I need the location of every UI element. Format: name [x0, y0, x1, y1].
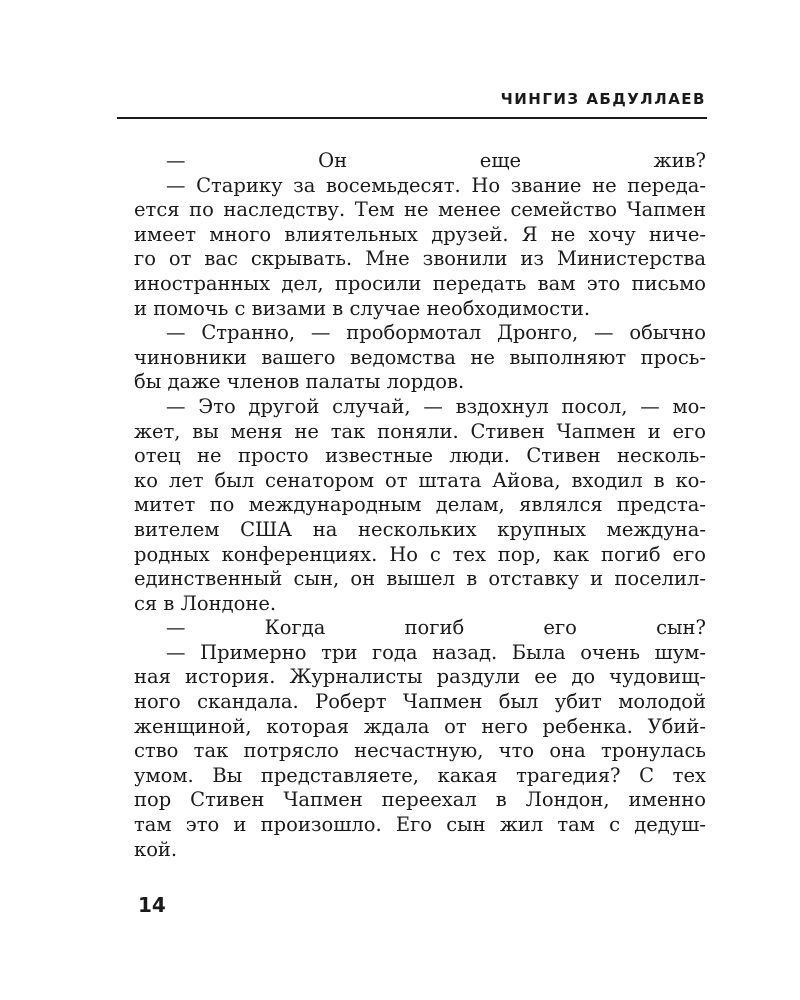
page-number: 14 [138, 893, 166, 917]
text-line: чиновники вашего ведомства не выполняют прось- [134, 345, 706, 369]
text-line: умом. Вы представляете, какая трагедия? С тех [134, 763, 706, 787]
text-line: единственный сын, он вышел в отставку и поселил- [134, 567, 706, 591]
text-line: и помочь с визами в случае необходимости. [134, 296, 591, 320]
text-line: там это и произошло. Его сын жил там с дедуш- [134, 813, 706, 837]
text-line: ся в Лондоне. [134, 591, 277, 615]
text-line: родных конференциях. Но с тех пор, как погиб его [134, 542, 706, 566]
text-line: — Примерно три года назад. Была очень шум- [166, 640, 706, 664]
header-rule [117, 117, 707, 119]
text-line: ная история. Журналисты раздули ее до чудовищ- [134, 665, 706, 689]
body-text [134, 149, 706, 862]
text-line: ного скандала. Роберт Чапмен был убит молодой [134, 690, 706, 714]
text-line: имеет много влиятельных друзей. Я не хочу ниче- [134, 222, 706, 246]
text-line: иностранных дел, просили передать вам это письмо [134, 271, 706, 295]
text-line: кой. [134, 837, 178, 861]
text-line: го от вас скрывать. Мне звонили из Министерства [134, 247, 706, 271]
running-head-author: ЧИНГИЗ АБДУЛЛАЕВ [500, 90, 706, 108]
text-line: ко лет был сенатором от штата Айова, входил в ко- [134, 468, 706, 492]
text-line: митет по международным делам, являлся предста- [134, 493, 706, 517]
text-line: — Он еще жив? [166, 149, 706, 172]
text-line: пор Стивен Чапмен переехал в Лондон, именно [134, 788, 706, 812]
text-line: ство так потрясло несчастную, что она тронулась [134, 739, 706, 763]
text-line: вителем США на нескольких крупных междуна- [134, 517, 706, 541]
text-line: ется по наследству. Тем не менее семейство Чапмен [134, 198, 706, 222]
text-line: жет, вы меня не так поняли. Стивен Чапмен и его [134, 419, 706, 443]
text-line: бы даже членов палаты лордов. [134, 370, 465, 394]
text-line: — Когда погиб его сын? [166, 616, 706, 640]
text-line: — Это другой случай, — вздохнул посол, — мо- [166, 394, 706, 418]
text-line: отец не просто известные люди. Стивен несколь- [134, 444, 706, 468]
text-line: — Старику за восемьдесят. Но звание не переда- [166, 173, 706, 197]
text-line: — Странно, — пробормотал Дронго, — обычно [166, 321, 706, 345]
text-line: женщиной, которая ждала от него ребенка. Убий- [134, 714, 706, 738]
